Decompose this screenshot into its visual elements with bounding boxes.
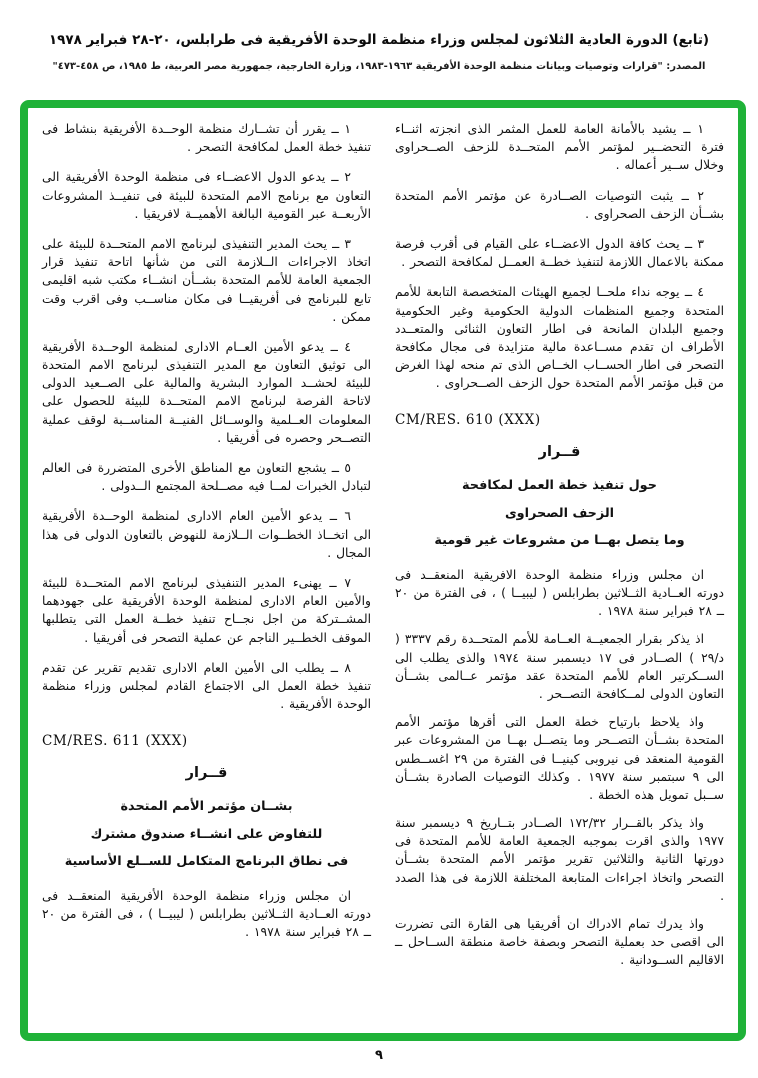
numbered-clause: ٨ ــ يطلب الى الأمين العام الادارى تقديم تقرير عن تقدم تنفيذ خطة العمل الى الاجتماع القادم لمجلس وزراء منظمة الوحدة الأفريقية . (42, 660, 371, 712)
resolution-title (42, 797, 371, 872)
resolution-code-611: CM/RES. 611 (XXX) (42, 733, 188, 750)
document-title: (تابع) الدورة العادية الثلاثون لمجلس وزراء منظمة الوحدة الأفريقية فى طرابلس، ٢٠-٢٨ فبراير ١٩٧٨ (48, 32, 710, 48)
resolution-title-line: حول تنفيذ خطة العمل لمكافحة (462, 478, 657, 494)
resolution-heading: قــرار (538, 444, 581, 461)
resolution-heading: قــرار (185, 765, 228, 782)
preamble-paragraph: واذ يدرك تمام الادراك ان أفريقيا هى القارة التى تضررت الى اقصى حد بعملية التصحر وبصفة خاصة منطقة الســاحل ــ الاقاليم الســودانية . (395, 917, 724, 968)
preamble-paragraph: واذ يذكر بالقــرار ١٧٢/٣٢ الصــادر بتــاريخ ٩ ديسمبر سنة ١٩٧٧ والذى اقرت بموجبه الجمعية العامة للأمم المتحدة فى دورتها الثانية والثلاثين تقرير مؤتمر الأمم المتحدة بشــأن التصحر واتخاذ اجراءات المتابعة المختلفة اللازمة فى هذا الصدد . (395, 816, 724, 903)
preamble-paragraph: اذ يذكر بقرار الجمعيــة العــامة للأمم المتحــدة رقم ٣٣٣٧ ( د/٢٩ ) الصــادر فى ١٧ ديسمبر سنة ١٩٧٤ والذى يطلب الى الســكرتير العام للأمم المتحدة عقد مؤتمر عــالمى بشــأن التعاون الدولى لمــكافحة التصــحر . (395, 632, 724, 701)
page-header (0, 30, 758, 74)
source-citation: المصدر: "قرارات وتوصيات وبيانات منظمة الوحدة الأفريقية ١٩٦٣-١٩٨٣، وزارة الخارجية، جمهورية مصر العربية، ط ١٩٨٥، ص ٤٥٨-٤٧٣" (52, 60, 706, 72)
numbered-clause: ٢ ــ يثبت التوصيات الصــادرة عن مؤتمر الأمم المتحدة بشــأن الزحف الصحراوى . (395, 188, 724, 221)
numbered-clause: ٤ ــ يوجه نداء ملحــا لجميع الهيئات المتخصصة التابعة للأمم المتحدة وجميع المنظمات الدولية الحكومية وغير الحكومية وجميع البلدان المانحة فى اطار التعاون الثنائى والمتعــدد الأطراف ان تقدم مســاعدة مالية متزايدة فى مجال مكافحة التصحر فى اطار الحســاب الخــاص الذى تم منحه لهذا الغرض من قبل مؤتمر الأمم المتحدة حول الزحف الصــحراوى . (395, 285, 724, 391)
green-border-frame (20, 100, 746, 1041)
right-column (395, 120, 724, 1023)
resolution-title-line: وما يتصل بهــا من مشروعات غير قومية (434, 533, 685, 549)
numbered-clause: ٢ ــ يدعو الدول الاعضــاء فى منظمة الوحدة الأفريقية الى التعاون مع برنامج الامم المتحدة للبيئة فى تنفيــذ المشروعات الأربعــة عبر القومية البالغة الأهميــة لافريقيا . (42, 170, 371, 221)
resolution-title-line: للتفاوض على انشــاء صندوق مشترك (90, 826, 323, 842)
numbered-clause: ٥ ــ يشجع التعاون مع المناطق الأخرى المتضررة فى العالم لتبادل الخبرات لمــا فيه مصــلحة المجتمع الــدولى . (42, 461, 371, 494)
numbered-clause: ٦ ــ يدعو الأمين العام الادارى لمنظمة الوحــدة الأفريقية الى اتخــاذ الخطــوات الــلازمة للنهوض بالتعاون الدولى فى هذا المجال . (42, 509, 371, 560)
numbered-clause: ٣ ــ يحث كافة الدول الاعضــاء على القيام فى أقرب فرصة ممكنة بالاعمال اللازمة لتنفيذ خطــة العمــل لمكافحة التصحر . (395, 236, 724, 270)
preamble-paragraph: ان مجلس وزراء منظمة الوحدة الأفريقية المنعقــد فى دورته العــادية الثــلاثين بطرابلس ( ليبيــا ) ، فى الفترة من ٢٠ ــ ٢٨ فبراير سنة ١٩٧٨ . (42, 888, 371, 940)
page-number: ٩ (375, 1048, 383, 1063)
numbered-clause: ٤ ــ يدعو الأمين العــام الادارى لمنظمة الوحــدة الأفريقية الى توثيق التعاون مع المدير التنفيذى لبرنامج الامم المتحدة للبيئة لحشــد الموارد البشرية والمالية على الصــعيد الدولى لاتاحة الفرصة لبرنامج الامم المتحــدة للبيئة للحصول على المعلومات العــلمية والوســائل الفنيــة المناســبة لوقف عملية التصــحر وحصره فى أفريقيا . (42, 339, 371, 445)
resolution-code-610: CM/RES. 610 (XXX) (395, 412, 541, 429)
numbered-clause: ١ ــ يقرر أن تشــارك منظمة الوحــدة الأفريقية بنشاط فى تنفيذ خطة العمل لمكافحة التصحر . (42, 122, 371, 155)
resolution-title (395, 476, 724, 551)
preamble-paragraph: واذ يلاحظ بارتياح خطة العمل التى أقرها مؤتمر الأمم المتحدة بشــأن التصــحر وما يتصــل بهــا من المشروعات عبر القومية المنعقد فى نيروبى كينيــا فى الفترة من ٢٩ اغســطس الى ٩ سبتمبر سنة ١٩٧٧ . وكذلك التوصيات الصادرة بشــأن ســبل تمويل هذه الخطة . (395, 715, 724, 802)
resolution-title-line: الزحف الصحراوى (504, 505, 615, 521)
resolution-title-line: فى نطاق البرنامج المتكامل للســلع الأساسية (64, 854, 349, 870)
left-column (42, 120, 371, 1023)
preamble-paragraph: ان مجلس وزراء منظمة الوحدة الافريقية المنعقــد فى دورته العــادية الثــلاثين بطرابلس ( ليبيــا ) ، فى الفترة من ٢٠ ــ ٢٨ فبراير سنة ١٩٧٨ . (395, 567, 724, 619)
numbered-clause: ٣ ــ يحث المدير التنفيذى لبرنامج الامم المتحــدة للبيئة على اتخاذ الاجراءات الــلازمة التى من شأنها اتاحة تنفيذ قرار الجمعية العامة للأمم المتحدة بشــأن انشــاء مكتب شبه اقليمى تابع للبرنامج فى أفريقيــا فى مكان مناســب وفى اقرب وقت ممكن . (42, 236, 371, 324)
numbered-clause: ٧ ــ يهنىء المدير التنفيذى لبرنامج الامم المتحــدة للبيئة والأمين العام الادارى لمنظمة الوحدة الأفريقية على جهودهما المشــتركة من اجل نجــاح تنفيذ خطــة العمل التى يتطلبها الموقف الخطــير الناجم عن عملية التصحر فى أفريقيا . (42, 575, 371, 645)
resolution-title-line: بشــان مؤتمر الأمم المتحدة (120, 799, 293, 815)
numbered-clause: ١ ــ يشيد بالأمانة العامة للعمل المثمر الذى انجزته اثنــاء فترة التحضــير لمؤتمر الأمم المتحــدة للزحف الصــحراوى وخلال ســير أعماله . (395, 122, 724, 173)
two-column-layout (42, 120, 724, 1023)
